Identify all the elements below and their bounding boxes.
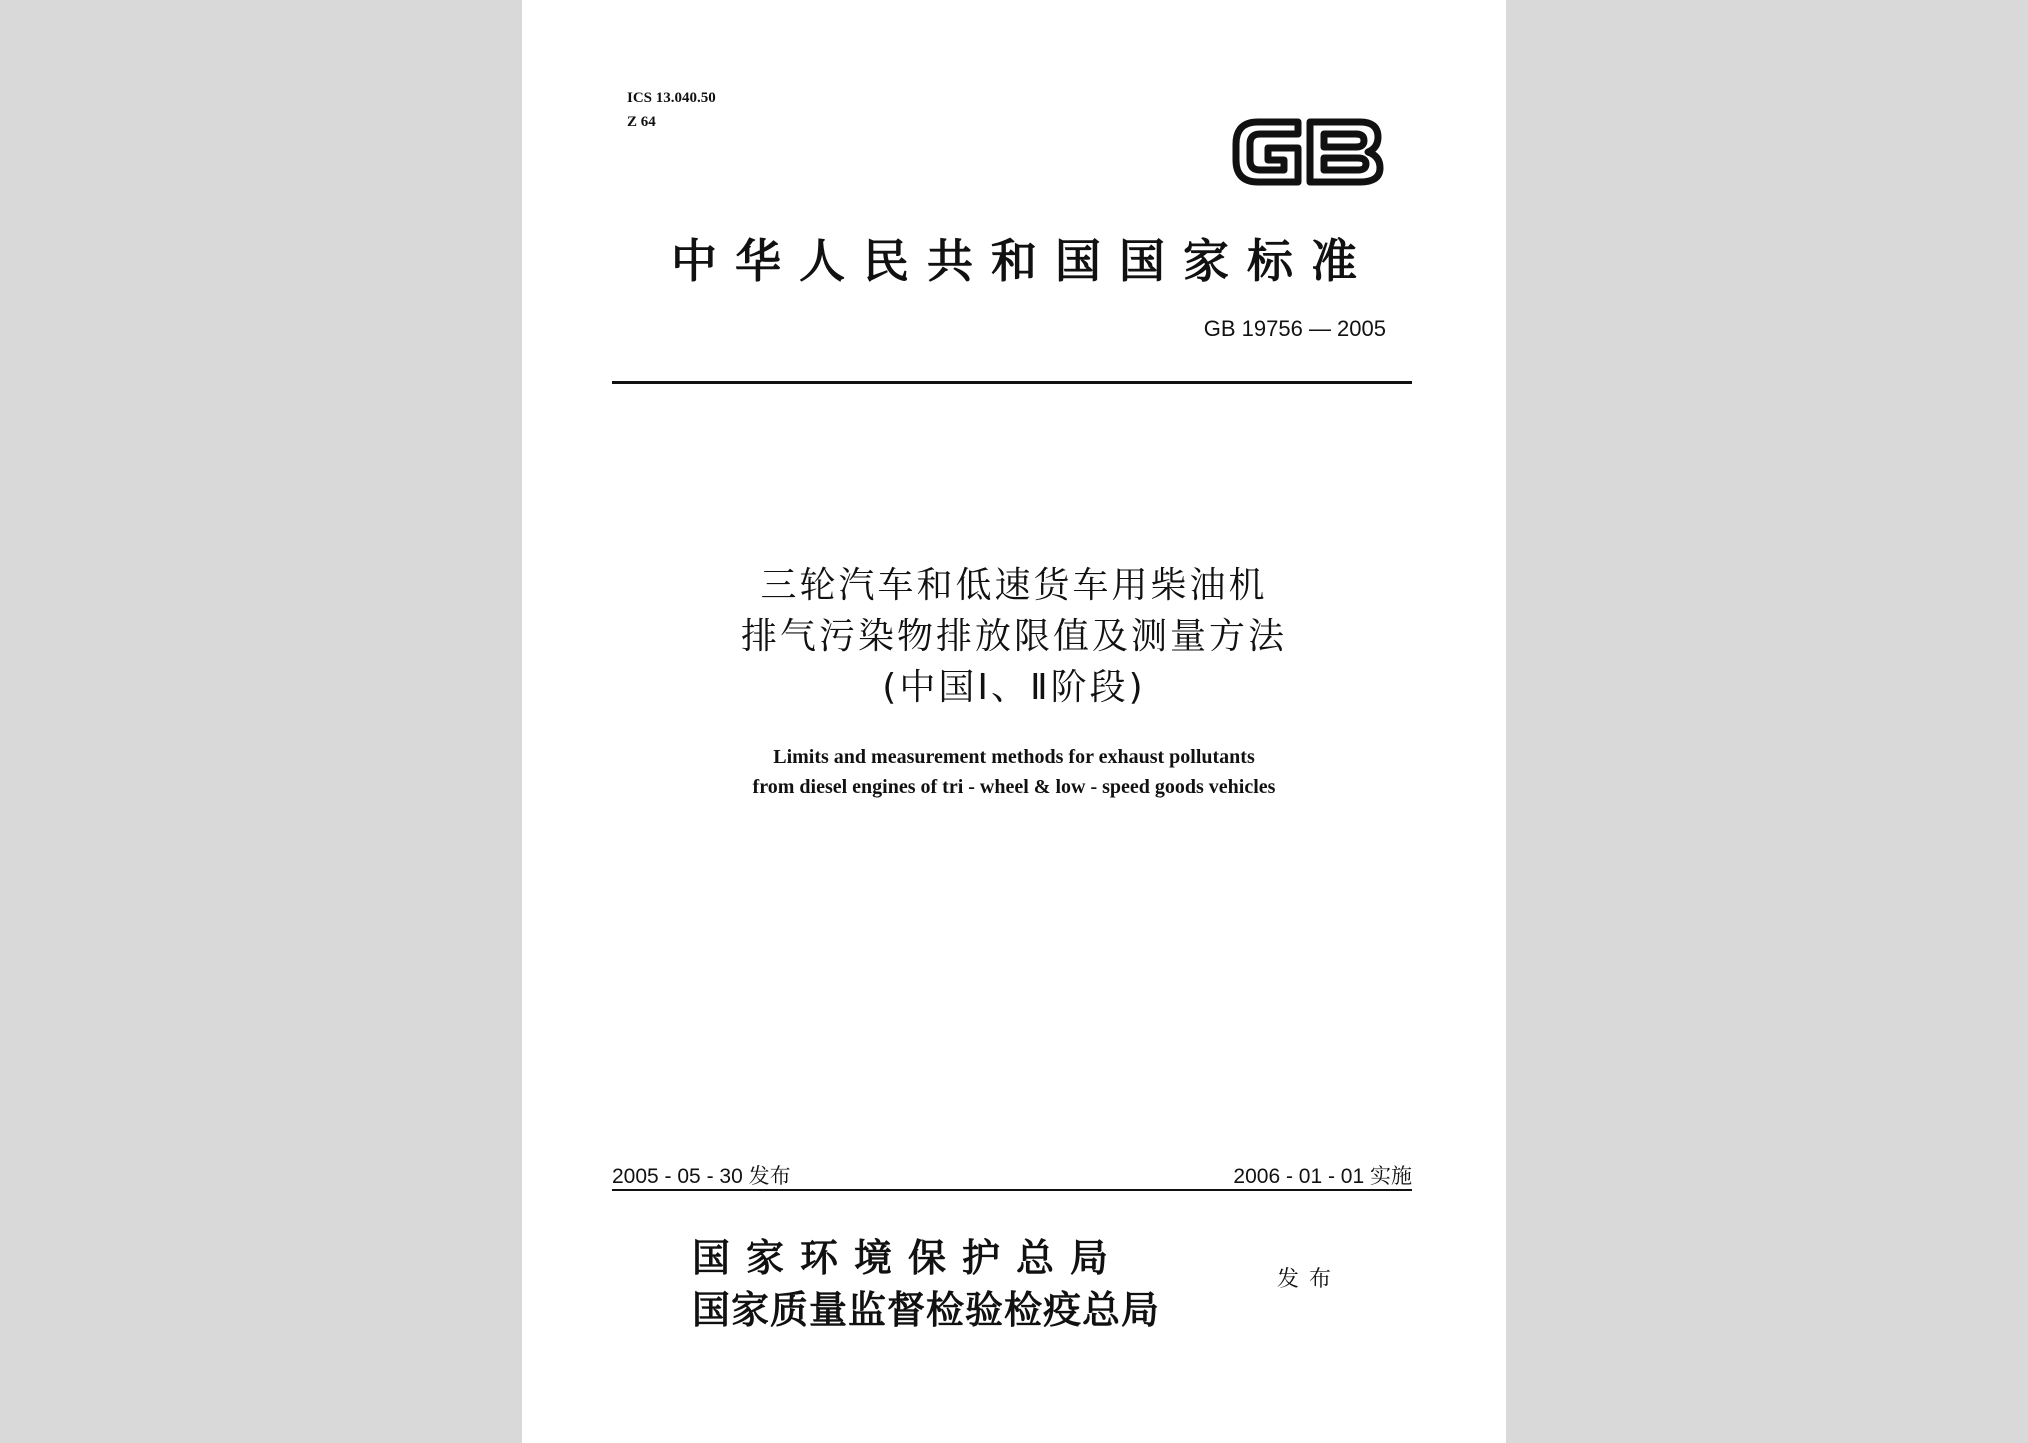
class-code: Z 64 <box>627 114 656 130</box>
cn-title-line1: 三轮汽车和低速货车用柴油机 <box>760 565 1268 606</box>
document-page <box>522 0 1506 1443</box>
cn-title-line3: (中国Ⅰ、Ⅱ阶段) <box>882 667 1146 708</box>
publishers <box>692 1232 1160 1336</box>
cn-title-line2: 排气污染物排放限值及测量方法 <box>740 616 1287 657</box>
classification-codes <box>627 86 716 134</box>
issue-date: 2005 - 05 - 30 发布 <box>612 1165 791 1188</box>
bottom-divider <box>612 1189 1412 1191</box>
effective-date: 2006 - 01 - 01 实施 <box>1233 1165 1412 1188</box>
publish-label: 发布 <box>1277 1267 1342 1292</box>
en-title-line2: from diesel engines of tri - wheel & low - speed goods vehicles <box>752 776 1276 798</box>
chinese-title <box>522 560 1506 713</box>
english-title <box>522 742 1506 802</box>
gb-logo <box>1228 108 1386 194</box>
ics-code: ICS 13.040.50 <box>627 90 716 106</box>
standard-number: GB 19756 — 2005 <box>1203 316 1386 341</box>
standard-title: 中华人民共和国国家标准 <box>671 234 1375 288</box>
top-divider <box>612 381 1412 384</box>
en-title-line1: Limits and measurement methods for exhaust pollutants <box>773 746 1255 768</box>
publisher-1: 国家环境保护总局 <box>692 1235 1125 1280</box>
publisher-2: 国家质量监督检验检疫总局 <box>692 1287 1161 1332</box>
